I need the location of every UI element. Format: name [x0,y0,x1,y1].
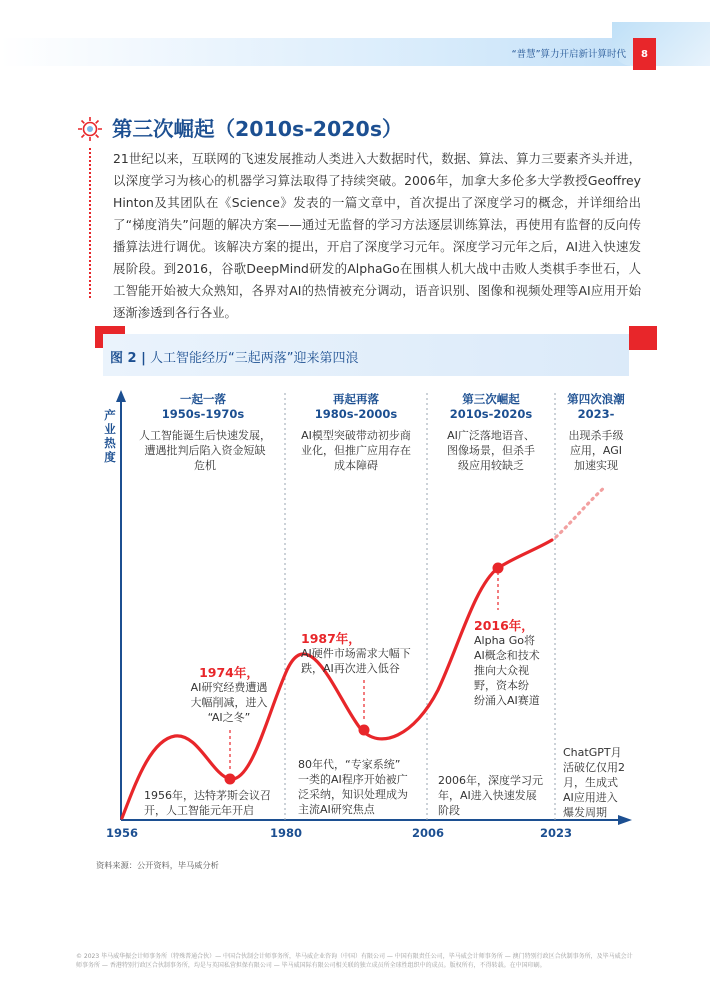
annotation-1974-line: AI研究经费遭遇 [190,681,268,694]
era-3-desc [430,428,552,473]
note-2023-line: ChatGPT月 [563,746,622,759]
era-4-title: 第四次浪潮 [567,392,625,406]
annotation-2016-year: 2016年， [474,618,534,633]
annotation-2016-line: AI概念和技术 [474,649,540,662]
era-3-header [430,392,552,422]
note-2023 [563,745,635,820]
note-80s-line: 主流AI研究焦点 [298,803,375,816]
note-2023-line: 爆发周期 [563,806,607,819]
annotation-1987-line: 跌，AI再次进入低谷 [301,662,400,675]
era-2-title: 再起再落 [333,392,379,406]
era-2-years: 1980s-2000s [314,407,398,421]
note-2006-line: 2006年，深度学习元 [438,774,543,787]
era-4-years: 2023- [577,407,615,421]
era-4-desc-line: 加速实现 [574,459,618,472]
x-tick-2006: 2006 [412,826,445,840]
future-curve [556,486,606,537]
note-2006-line: 年，AI进入快速发展 [438,789,537,802]
note-2006 [438,773,552,818]
annotation-1987-line: AI硬件市场需求大幅下 [301,647,411,660]
footer-copyright: © 2023 毕马威华振会计师事务所（特殊普通合伙）— 中国合伙制会计师事务所，毕马威企业咨询（中国）有限公司 — 中国有限责任公司，毕马威会计师事务所 — 澳门特别行政区合伙制事务所，及毕马威会计师事务所 — 香港特别行政区合伙制事务所，均是与英国私营担保有限公司 — 毕马威国际有限公司相关联的独立成员所全球性组织中的成员。版权所有，不得转载。在中国印刷。 [76,953,633,969]
era-2-desc-line: AI模型突破带动初步商 [301,429,411,442]
note-2023-line: 活破亿仅用2 [563,761,625,774]
annotation-2016-line: 野，资本纷 [474,679,529,692]
page-number: 8 [633,38,656,70]
x-tick-2023: 2023 [540,826,573,840]
event-marker-1987 [359,725,370,736]
body-paragraph: 21世纪以来，互联网的飞速发展推动人类进入大数据时代，数据、算法、算力三要素齐头并进，以深度学习为核心的机器学习算法取得了持续突破。2006年，加拿大多伦多大学教授Geoffrey Hinton及其团队在《Science》发表的一篇文章中，首次提出了深度学习的概念，并详细给出了“梯度消失”问题的解决方案——通过无监督的学习方法逐层训练算法，再使用有监督的反向传播算法进行调优。该解决方案的提出，开启了深度学习元年。深度学习元年之后，AI进入快速发展阶段。到2016，谷歌DeepMind研发的AlphaGo在围棋人机大战中击败人类棋手李世石，人工智能开始被大众熟知，各界对AI的热情被充分调动，语音识别、图像和视频处理等AI应用开始逐渐渗透到各行各业。 [113,151,641,320]
era-1-desc [128,428,282,473]
header-title: “普慧”算力开启新计算时代 [511,49,626,60]
era-4-desc [558,428,634,473]
annotation-2016 [474,618,554,708]
annotation-1974-line: “AI之冬” [207,711,251,724]
era-2-desc [288,428,424,473]
era-4-header [558,392,634,422]
era-2-desc-line: 成本障碍 [334,459,378,472]
era-3-desc-line: AI广泛落地语音、 [447,429,535,442]
annotation-1987 [301,631,427,676]
annotation-1974-line: 大幅削减，进入 [190,696,268,709]
y-axis-char: 度 [104,450,116,464]
era-3-title: 第三次崛起 [462,392,520,406]
figure-title-text: 人工智能经历“三起两落”迎来第四浪 [145,351,359,366]
x-tick-1980: 1980 [270,826,303,840]
annotation-2016-line: Alpha Go将 [474,634,536,647]
note-80s-line: 泛采纳，知识处理成为 [298,788,408,801]
event-marker-2016 [493,563,504,574]
annotation-1974-year: 1974年， [199,665,259,680]
y-axis-label [103,408,117,464]
annotation-1974 [176,665,282,725]
y-axis-arrow [116,390,126,402]
era-2-header [288,392,424,422]
note-2006-line: 阶段 [438,804,460,817]
x-tick-1956: 1956 [106,826,139,840]
era-1-years: 1950s-1970s [161,407,245,421]
figure-source: 资料来源：公开资料，毕马威分析 [96,860,219,870]
era-1-desc-line: 危机 [194,459,216,472]
era-1-title: 一起一落 [180,392,226,406]
annotation-1987-year: 1987年， [301,631,361,646]
era-1-desc-line: 遭遇批判后陷入资金短缺 [144,444,266,457]
note-2023-line: 月，生成式 [563,776,618,789]
section-title: 第三次崛起（2010s-2020s） [112,117,403,141]
annotation-2016-line: 推向大众视 [474,664,529,677]
era-3-desc-line: 图像场景，但杀手 [447,444,535,457]
note-2023-line: AI应用进入 [563,791,618,804]
era-1-desc-line: 人工智能诞生后快速发展， [139,429,271,442]
note-1956 [144,788,282,818]
note-80s [298,757,424,817]
note-80s-line: 80年代，“专家系统” [298,758,401,771]
era-3-years: 2010s-2020s [449,407,533,421]
annotation-2016-line: 纷涌入AI赛道 [474,694,540,707]
y-axis-char: 业 [104,422,116,436]
y-axis-char: 热 [104,436,116,450]
y-axis-char: 产 [104,408,116,422]
note-1956-line: 开，人工智能元年开启 [144,804,254,817]
note-80s-line: 一类的AI程序开始被广 [298,773,408,786]
event-marker-1974 [225,774,236,785]
note-1956-line: 1956年，达特茅斯会议召 [144,789,271,802]
era-4-desc-line: 出现杀手级 [568,429,624,442]
figure-label: 图 2 | [110,351,146,366]
era-4-desc-line: 应用，AGI [569,444,623,457]
era-1-header [128,392,278,422]
era-2-desc-line: 业化，但推广应用存在 [301,444,411,457]
era-3-desc-line: 级应用较缺乏 [458,459,524,472]
